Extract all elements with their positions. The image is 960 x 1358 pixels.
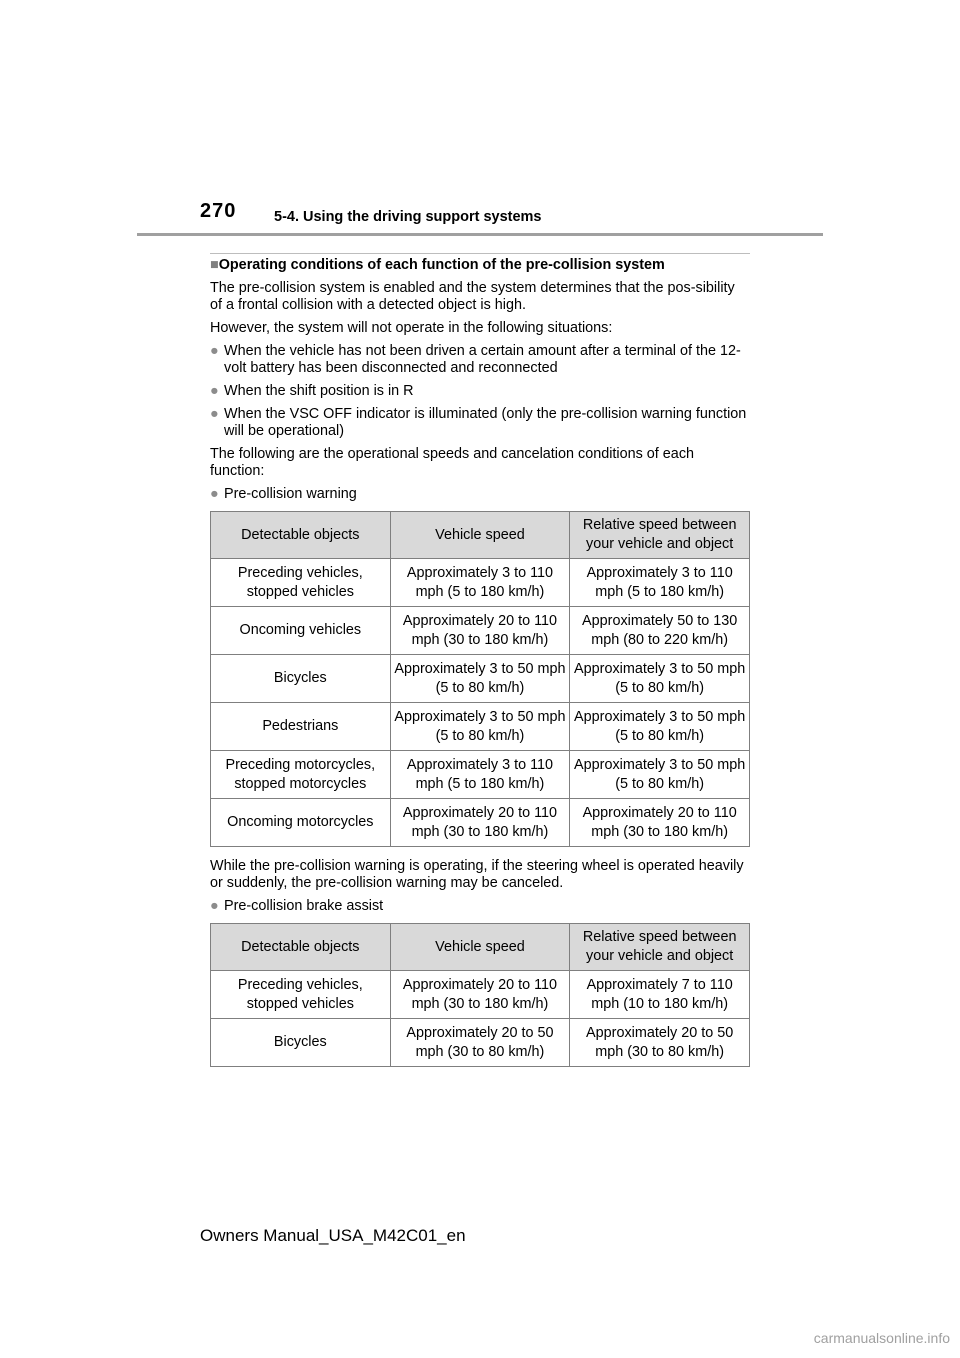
table-cell: Approximately 20 to 50 mph (30 to 80 km/h)	[390, 1019, 570, 1067]
bullet-item	[210, 343, 750, 377]
table-header-cell: Vehicle speed	[390, 512, 570, 559]
bullet-item	[210, 898, 750, 915]
table-cell: Oncoming motorcycles	[211, 799, 391, 847]
table-row	[211, 703, 750, 751]
table-cell: Approximately 50 to 130 mph (80 to 220 km/h)	[570, 607, 750, 655]
page-number: 270	[200, 200, 237, 222]
table-header-cell: Vehicle speed	[390, 924, 570, 971]
table-cell: Preceding vehicles, stopped vehicles	[211, 559, 391, 607]
table-cell: Approximately 7 to 110 mph (10 to 180 km/h)	[570, 971, 750, 1019]
bullet-icon: ●	[210, 486, 219, 502]
table-cell: Approximately 20 to 50 mph (30 to 80 km/h)	[570, 1019, 750, 1067]
table-row	[211, 971, 750, 1019]
table-cell: Pedestrians	[211, 703, 391, 751]
table-cell: Bicycles	[211, 655, 391, 703]
bullet-text: Pre-collision warning	[224, 486, 357, 502]
table-cell: Approximately 20 to 110 mph (30 to 180 km/h)	[390, 607, 570, 655]
bullet-text: When the vehicle has not been driven a certain amount after a terminal of the 12-volt battery has been disconnected and reconnected	[224, 343, 741, 376]
paragraph: The pre-collision system is enabled and the system determines that the pos-sibility of a frontal collision with a detected object is high.	[210, 280, 735, 313]
table-cell: Approximately 3 to 50 mph (5 to 80 km/h)	[390, 703, 570, 751]
bullet-text: Pre-collision brake assist	[224, 898, 384, 914]
table-cell: Oncoming vehicles	[211, 607, 391, 655]
table-cell: Bicycles	[211, 1019, 391, 1067]
table-header-cell: Relative speed between your vehicle and object	[570, 924, 750, 971]
table-cell: Approximately 3 to 110 mph (5 to 180 km/h)	[570, 559, 750, 607]
square-bullet-icon: ■	[210, 257, 219, 273]
table-header-cell: Relative speed between your vehicle and object	[570, 512, 750, 559]
table-header-cell: Detectable objects	[211, 924, 391, 971]
section-rule	[210, 253, 750, 254]
page-content	[210, 257, 750, 1078]
paragraph: The following are the operational speeds and cancelation conditions of each function:	[210, 446, 695, 479]
table-header-cell: Detectable objects	[211, 512, 391, 559]
table-cell: Approximately 3 to 50 mph (5 to 80 km/h)	[570, 751, 750, 799]
table-cell: Approximately 3 to 50 mph (5 to 80 km/h)	[570, 703, 750, 751]
table-row	[211, 655, 750, 703]
table-cell: Approximately 3 to 50 mph (5 to 80 km/h)	[570, 655, 750, 703]
table-cell: Approximately 3 to 110 mph (5 to 180 km/h)	[390, 559, 570, 607]
table-cell: Preceding vehicles, stopped vehicles	[211, 971, 391, 1019]
table-row	[211, 799, 750, 847]
pre-collision-brake-assist-table	[210, 923, 750, 1067]
table-cell: Approximately 20 to 110 mph (30 to 180 km/h)	[390, 971, 570, 1019]
bullet-icon: ●	[210, 343, 219, 359]
table-cell: Approximately 20 to 110 mph (30 to 180 km/h)	[570, 799, 750, 847]
table-cell: Approximately 3 to 110 mph (5 to 180 km/h)	[390, 751, 570, 799]
table-header-row	[211, 924, 750, 971]
table-header-row	[211, 512, 750, 559]
bullet-icon: ●	[210, 406, 219, 422]
bullet-icon: ●	[210, 898, 219, 914]
paragraph: While the pre-collision warning is operating, if the steering wheel is operated heavily or suddenly, the pre-collision warning may be canceled.	[210, 858, 744, 891]
header-rule	[137, 233, 823, 236]
manual-footer: Owners Manual_USA_M42C01_en	[200, 1226, 466, 1245]
subsection-heading-text: Operating conditions of each function of the pre-collision system	[218, 257, 665, 273]
bullet-item	[210, 406, 750, 440]
table-cell: Approximately 20 to 110 mph (30 to 180 km/h)	[390, 799, 570, 847]
table-cell: Approximately 3 to 50 mph (5 to 80 km/h)	[390, 655, 570, 703]
bullet-item	[210, 486, 750, 503]
table-row	[211, 1019, 750, 1067]
section-title: 5-4. Using the driving support systems	[274, 209, 542, 225]
bullet-text: When the shift position is in R	[224, 383, 414, 399]
watermark: carmanualsonline.info	[813, 1330, 950, 1346]
bullet-icon: ●	[210, 383, 219, 399]
table-row	[211, 559, 750, 607]
bullet-text: When the VSC OFF indicator is illuminated (only the pre-collision warning function will be operational)	[224, 406, 747, 439]
subsection-heading	[210, 257, 750, 274]
bullet-item	[210, 383, 750, 400]
pre-collision-warning-table	[210, 511, 750, 847]
paragraph: However, the system will not operate in the following situations:	[210, 320, 613, 336]
table-row	[211, 751, 750, 799]
table-cell: Preceding motorcycles, stopped motorcycles	[211, 751, 391, 799]
table-row	[211, 607, 750, 655]
